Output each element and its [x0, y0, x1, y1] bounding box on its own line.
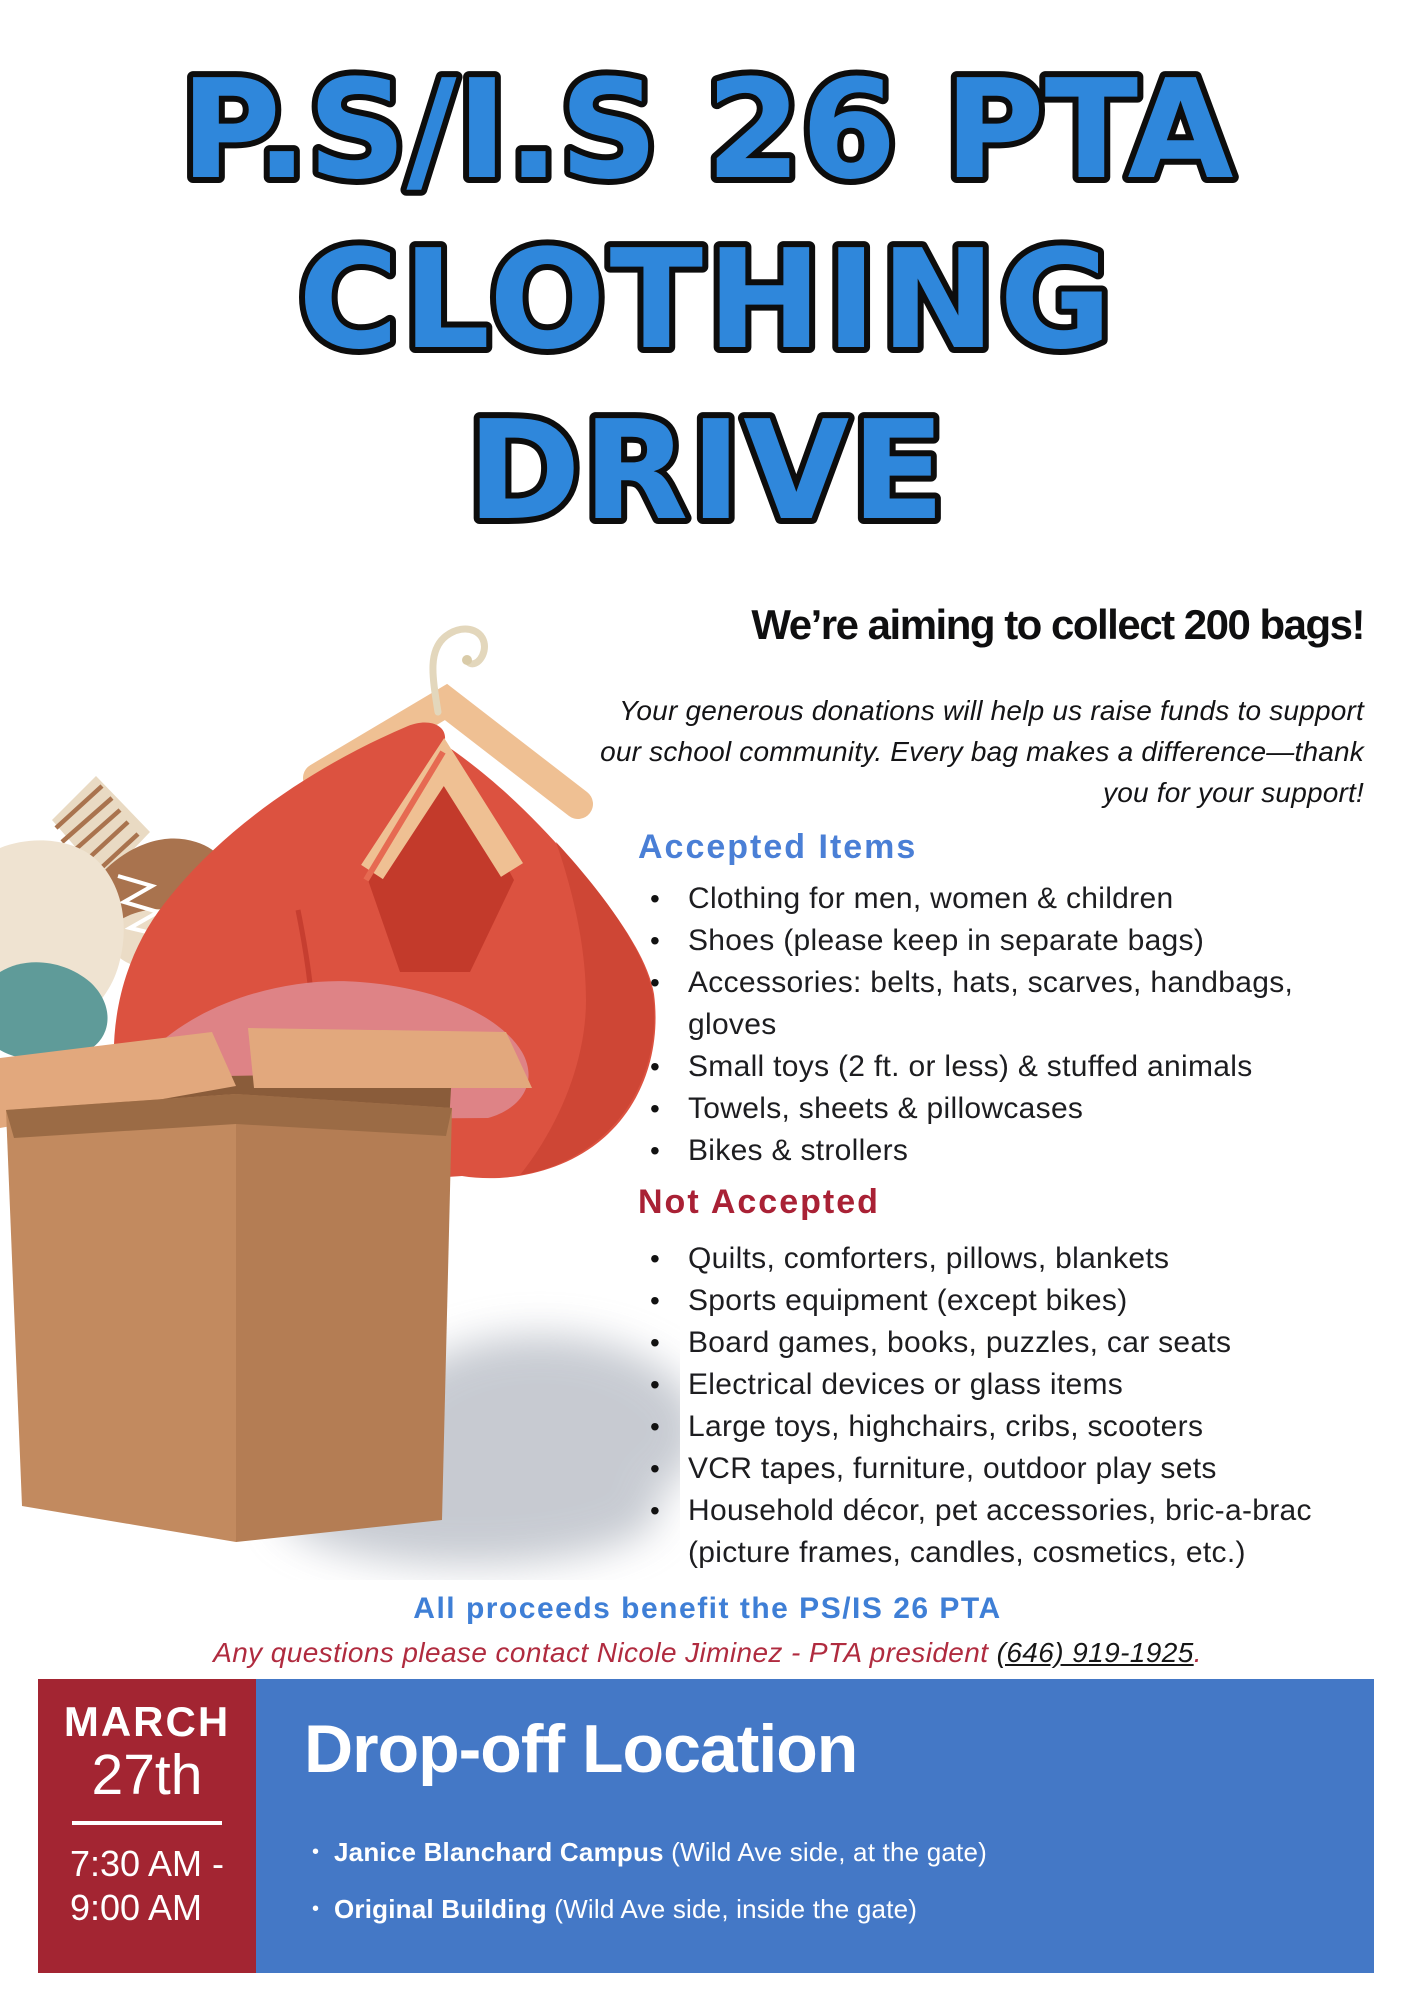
title-line-2: CLOTHING [298, 221, 1116, 380]
title-art [0, 0, 1415, 580]
intro-line: you for your support! [1103, 777, 1364, 808]
dropoff-list [312, 1837, 987, 1951]
accepted-item: • Towels, sheets & pillowcases [646, 1088, 1326, 1130]
time-line-1: 7:30 AM - [69, 1843, 225, 1885]
not-accepted-heading: Not Accepted [638, 1183, 880, 1221]
date-divider [72, 1821, 222, 1825]
location-box [256, 1679, 1374, 1973]
accepted-items-list [646, 878, 1326, 1172]
contact-text: Any questions please contact Nicole Jiminez - PTA president [213, 1637, 997, 1668]
dropoff-site-detail: (Wild Ave side, at the gate) [663, 1837, 987, 1867]
intro-headline: We’re aiming to collect 200 bags! [751, 601, 1364, 648]
not-accepted-list [646, 1238, 1391, 1574]
event-banner [0, 1679, 1415, 1973]
title-line-1: P.S/I.S 26 PTA [180, 51, 1234, 210]
intro-line: Your generous donations will help us raise funds to support [619, 695, 1364, 726]
contact-note [0, 1636, 1415, 1670]
accepted-item: • Clothing for men, women & children [646, 878, 1326, 920]
contact-suffix: . [1193, 1637, 1202, 1668]
not-accepted-item: • Sports equipment (except bikes) [646, 1280, 1391, 1322]
not-accepted-item: • VCR tapes, furniture, outdoor play sets [646, 1448, 1391, 1490]
not-accepted-item: • Quilts, comforters, pillows, blankets [646, 1238, 1391, 1280]
date-box [38, 1679, 256, 1973]
dropoff-site-name: Janice Blanchard Campus [334, 1837, 664, 1867]
not-accepted-item: • Electrical devices or glass items [646, 1364, 1391, 1406]
proceeds-note: All proceeds benefit the PS/IS 26 PTA [413, 1592, 1002, 1625]
dropoff-heading: Drop-off Location [304, 1711, 858, 1787]
dropoff-site-detail: (Wild Ave side, inside the gate) [546, 1894, 918, 1924]
accepted-item: • Small toys (2 ft. or less) & stuffed animals [646, 1046, 1326, 1088]
title-line-3: DRIVE [467, 392, 947, 551]
dropoff-item [312, 1837, 987, 1867]
accepted-item: • Shoes (please keep in separate bags) [646, 920, 1326, 962]
not-accepted-item: • Large toys, highchairs, cribs, scooters [646, 1406, 1391, 1448]
phone-link[interactable]: (646) 919-1925 [996, 1637, 1194, 1668]
not-accepted-item: • Household décor, pet accessories, bric-a-brac (picture frames, candles, cosmetics, etc.) [646, 1490, 1391, 1574]
accepted-item: • Bikes & strollers [646, 1130, 1326, 1172]
accepted-item: • Accessories: belts, hats, scarves, handbags, gloves [646, 962, 1326, 1046]
day-label: 27th [91, 1743, 203, 1808]
time-range [70, 1842, 224, 1930]
accepted-items-heading: Accepted Items [638, 828, 918, 866]
intro-paragraph [524, 690, 1364, 813]
intro-line: our school community. Every bag makes a difference—thank [600, 736, 1364, 767]
dropoff-item [312, 1894, 987, 1924]
not-accepted-item: • Board games, books, puzzles, car seats [646, 1322, 1391, 1364]
month-label: MARCH [63, 1698, 231, 1745]
dropoff-site-name: Original Building [334, 1894, 547, 1924]
time-line-2: 9:00 AM [69, 1887, 203, 1929]
